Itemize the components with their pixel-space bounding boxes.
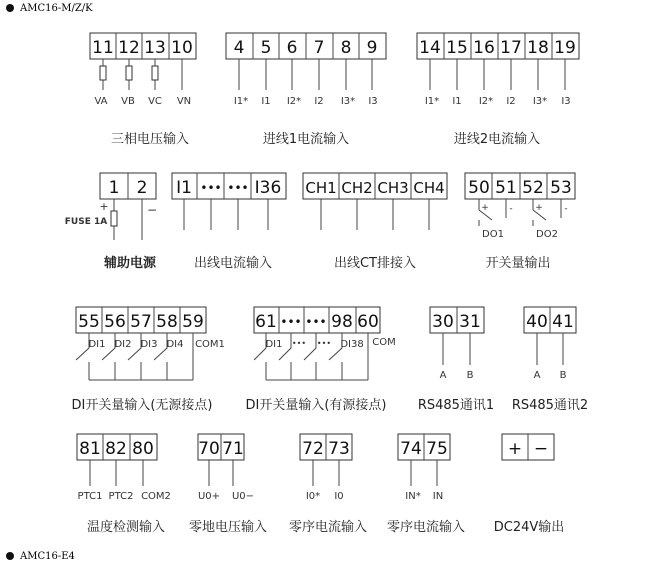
- label-u0-plus: U0+: [197, 491, 221, 502]
- terminal-ellipsis: •••: [280, 315, 302, 329]
- terminal-ellipsis: •••: [305, 315, 327, 329]
- terminal-17: 17: [500, 38, 522, 58]
- block-line1: [226, 33, 386, 147]
- terminal-i1: I1: [176, 178, 192, 198]
- fuse-icon: [111, 211, 117, 226]
- terminal-9: 9: [366, 38, 378, 58]
- label-i0: I0: [334, 491, 344, 502]
- terminal-98: 98: [331, 312, 353, 332]
- label-com: COM: [372, 337, 396, 348]
- header-title: AMC16-M/Z/K: [6, 3, 93, 14]
- block-outct: [303, 173, 447, 271]
- terminal-10: 10: [171, 38, 193, 58]
- terminal-1: 1: [108, 178, 120, 198]
- terminal-11: 11: [92, 38, 114, 58]
- block-zc2: [387, 434, 465, 535]
- fuse-icon: [152, 66, 158, 80]
- label-i2: I2: [506, 96, 516, 107]
- label-di38: DI38: [340, 339, 364, 350]
- block-zv: [189, 434, 267, 535]
- caption-di1: DI开关量输入(无源接点): [71, 398, 213, 413]
- terminal-31: 31: [459, 312, 481, 332]
- caption-line2: 进线2电流输入: [453, 132, 541, 147]
- terminal-6: 6: [286, 38, 298, 58]
- caption-rs2: RS485通讯2: [511, 398, 589, 413]
- terminal-2: 2: [136, 178, 148, 198]
- plus-sign: +: [99, 200, 109, 213]
- block-dc: [494, 434, 565, 535]
- terminal-59: 59: [182, 312, 204, 332]
- terminal-19: 19: [554, 38, 576, 58]
- terminal-80: 80: [132, 439, 154, 459]
- block-outcurr: [172, 173, 286, 271]
- block-zc1: [289, 434, 367, 535]
- label-ptc1: PTC1: [77, 491, 103, 502]
- terminal-56: 56: [104, 312, 126, 332]
- caption-temp: 温度检测输入: [86, 520, 166, 535]
- caption-voltage: 三相电压输入: [110, 132, 190, 147]
- terminal-55: 55: [78, 312, 100, 332]
- label-a: A: [533, 370, 541, 381]
- terminal-30: 30: [432, 312, 454, 332]
- label-com1: COM1: [195, 339, 225, 350]
- terminal-ch1: CH1: [305, 179, 337, 197]
- label-com2: COM2: [141, 491, 171, 502]
- label-i1: I1: [261, 96, 271, 107]
- terminal-ch3: CH3: [377, 179, 409, 197]
- caption-zv: 零地电压输入: [188, 520, 268, 535]
- label-di1: DI1: [265, 339, 283, 350]
- terminal-ellipsis: •••: [227, 181, 249, 195]
- block-voltage: [90, 33, 196, 147]
- terminal-71: 71: [222, 439, 244, 459]
- label-di4: DI4: [166, 339, 184, 350]
- terminal-5: 5: [260, 38, 272, 58]
- label-ptc2: PTC2: [108, 491, 134, 502]
- label-vn: VN: [176, 96, 192, 107]
- block-line2: [417, 33, 579, 147]
- terminal-70: 70: [198, 439, 220, 459]
- label-ellipsis: •••: [291, 339, 307, 348]
- label-do2: DO2: [536, 229, 558, 240]
- terminal-61: 61: [255, 312, 277, 332]
- terminal-52: 52: [522, 178, 544, 198]
- label-i2: I2: [314, 96, 324, 107]
- block-di1: [72, 307, 225, 413]
- caption-di2: DI开关量输入(有源接点): [245, 398, 387, 413]
- label-i0-star: I0*: [305, 491, 321, 502]
- block-rs1: [418, 307, 494, 413]
- label-in: IN: [432, 491, 444, 502]
- terminal-73: 73: [328, 439, 350, 459]
- fuse-label: FUSE 1A: [64, 217, 108, 227]
- terminal-7: 7: [313, 38, 325, 58]
- caption-outct: 出线CT排接入: [333, 256, 417, 271]
- terminal-minus: −: [533, 439, 549, 459]
- svg-text:+: +: [481, 203, 489, 213]
- svg-text:+: +: [535, 203, 543, 213]
- label-in-star: IN*: [405, 491, 421, 502]
- terminal-75: 75: [426, 439, 448, 459]
- terminal-ch4: CH4: [413, 179, 445, 197]
- terminal-14: 14: [419, 38, 441, 58]
- label-di3: DI3: [140, 339, 158, 350]
- label-ellipsis: •••: [316, 339, 332, 348]
- label-i3-star: I3*: [340, 96, 356, 107]
- svg-text:-: -: [509, 204, 513, 214]
- block-temp: [77, 434, 171, 535]
- label-di1: DI1: [88, 339, 106, 350]
- terminal-18: 18: [527, 38, 549, 58]
- terminal-81: 81: [79, 439, 101, 459]
- fuse-icon: [126, 66, 132, 80]
- caption-dc: DC24V输出: [493, 520, 565, 535]
- label-i3: I3: [561, 96, 571, 107]
- terminal-50: 50: [468, 178, 490, 198]
- terminal-plus: +: [507, 439, 523, 459]
- label-a: A: [439, 370, 447, 381]
- label-vb: VB: [121, 96, 135, 107]
- terminal-72: 72: [302, 439, 324, 459]
- terminal-13: 13: [144, 38, 166, 58]
- label-b: B: [466, 370, 474, 381]
- block-aux: [65, 173, 157, 271]
- footer-title: AMC16-E4: [6, 551, 75, 562]
- terminal-8: 8: [340, 38, 352, 58]
- label-i1-star: I1*: [424, 96, 440, 107]
- label-i1-star: I1*: [233, 96, 249, 107]
- block-di2: [246, 307, 396, 413]
- caption-aux: 辅助电源: [103, 256, 157, 271]
- terminal-i36: I36: [254, 178, 282, 198]
- terminal-16: 16: [473, 38, 495, 58]
- caption-zc2: 零序电流输入: [386, 520, 466, 535]
- label-i1: I1: [452, 96, 462, 107]
- terminal-4: 4: [233, 38, 245, 58]
- label-i2-star: I2*: [286, 96, 302, 107]
- terminal-41: 41: [552, 312, 574, 332]
- terminal-ch2: CH2: [341, 179, 373, 197]
- caption-zc1: 零序电流输入: [288, 520, 368, 535]
- label-do1: DO1: [482, 229, 504, 240]
- label-i3-star: I3*: [532, 96, 548, 107]
- fuse-icon: [100, 66, 106, 80]
- caption-outcurr: 出线电流输入: [193, 256, 273, 271]
- terminal-ellipsis: •••: [200, 181, 222, 195]
- terminal-60: 60: [357, 312, 379, 332]
- minus-sign: −: [146, 203, 158, 217]
- label-va: VA: [94, 96, 108, 107]
- terminal-58: 58: [156, 312, 178, 332]
- block-do: [465, 173, 575, 271]
- terminal-57: 57: [130, 312, 152, 332]
- block-rs2: [512, 307, 588, 413]
- label-di2: DI2: [114, 339, 132, 350]
- label-u0-minus: U0−: [231, 491, 255, 502]
- terminal-51: 51: [495, 178, 517, 198]
- caption-do: 开关量输出: [485, 256, 551, 271]
- terminal-74: 74: [400, 439, 422, 459]
- terminal-40: 40: [526, 312, 548, 332]
- terminal-12: 12: [118, 38, 140, 58]
- label-b: B: [559, 370, 567, 381]
- label-i3: I3: [368, 96, 378, 107]
- terminal-15: 15: [446, 38, 468, 58]
- caption-rs1: RS485通讯1: [417, 398, 495, 413]
- svg-text:-: -: [564, 204, 568, 214]
- label-i2-star: I2*: [478, 96, 494, 107]
- terminal-53: 53: [550, 178, 572, 198]
- terminal-82: 82: [105, 439, 127, 459]
- label-vc: VC: [148, 96, 162, 107]
- caption-line1: 进线1电流输入: [262, 132, 350, 147]
